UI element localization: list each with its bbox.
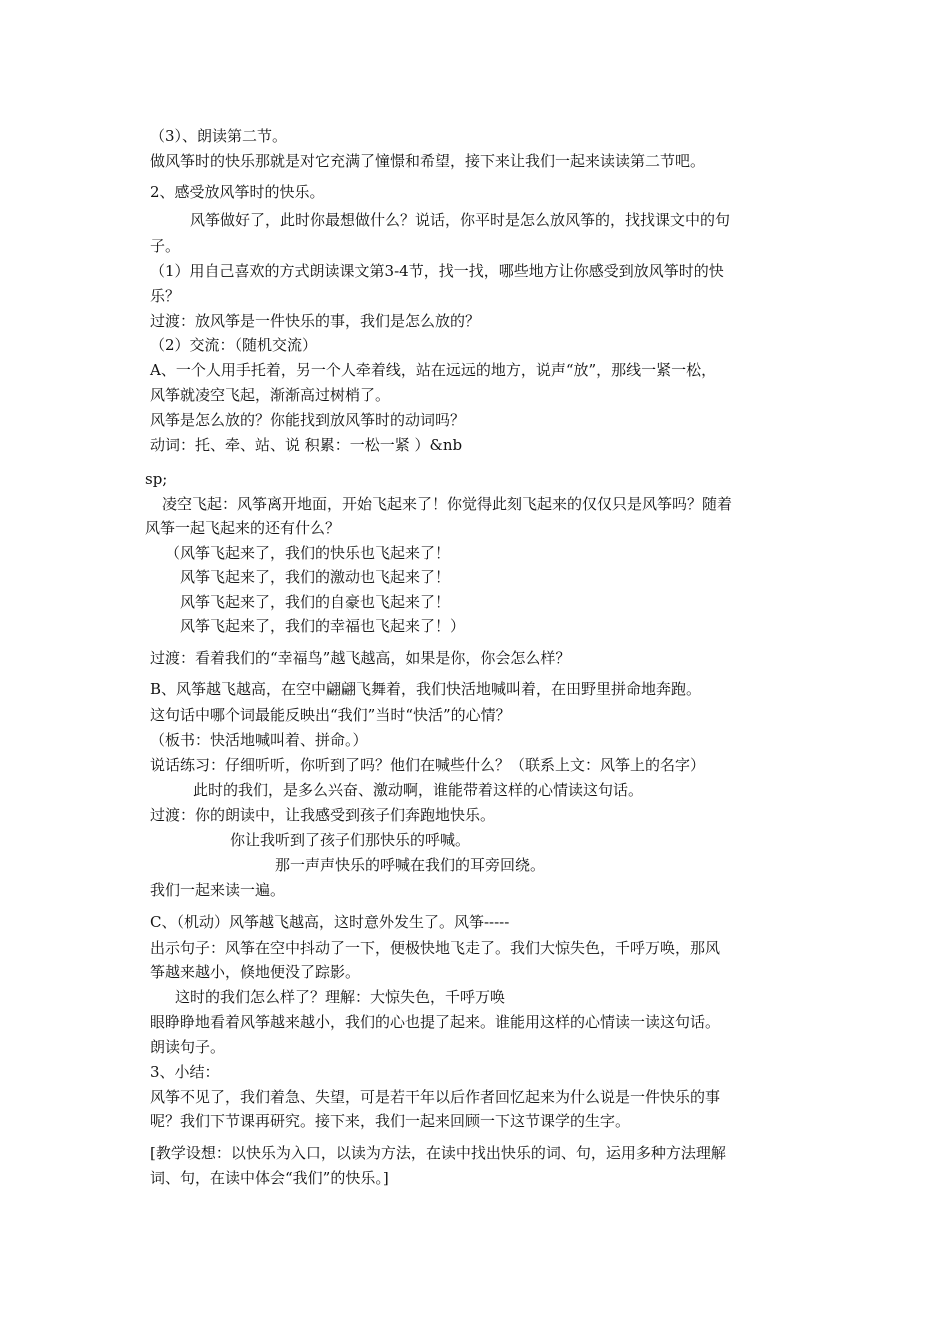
text-line: 风筝飞起来了，我们的激动也飞起来了！ — [180, 568, 451, 586]
text-line: 动词：托、牵、站、说 积累：一松一紧 ）&nb — [150, 436, 463, 454]
text-line: 朗读句子。 — [150, 1038, 226, 1056]
text-line: B、风筝越飞越高，在空中翩翩飞舞着，我们快活地喊叫着，在田野里拼命地奔跑。 — [150, 680, 702, 698]
text-line: （2）交流：（随机交流） — [150, 336, 318, 354]
text-line: C、（机动）风筝越飞越高，这时意外发生了。风筝----- — [150, 913, 510, 931]
text-line: 出示句子：风筝在空中抖动了一下，便极快地飞走了。我们大惊失色，千呼万唤，那风 — [150, 939, 721, 957]
text-line: 风筝不见了，我们着急、失望，可是若干年以后作者回忆起来为什么说是一件快乐的事 — [150, 1088, 721, 1106]
text-line: 说话练习：仔细听听，你听到了吗？他们在喊些什么？（联系上文：风筝上的名字） — [150, 756, 706, 774]
text-line: （3）、朗读第二节。 — [150, 127, 288, 145]
text-line: 这时的我们怎么样了？理解：大惊失色，千呼万唤 — [175, 988, 506, 1006]
text-line: 凌空飞起：风筝离开地面，开始飞起来了！你觉得此刻飞起来的仅仅只是风筝吗？随着 — [162, 495, 733, 513]
text-line: 筝越来越小，倏地便没了踪影。 — [150, 963, 361, 981]
text-line: 风筝一起飞起来的还有什么？ — [145, 519, 341, 537]
text-line: 风筝做好了，此时你最想做什么？说话，你平时是怎么放风筝的，找找课文中的句 — [190, 211, 731, 229]
text-line: 3、小结： — [150, 1063, 220, 1081]
text-line: 你让我听到了孩子们那快乐的呼喊。 — [230, 831, 471, 849]
text-line: 2、感受放风筝时的快乐。 — [150, 183, 325, 201]
text-line: sp; — [145, 470, 168, 488]
text-line: 我们一起来读一遍。 — [150, 881, 286, 899]
text-line: 风筝是怎么放的？你能找到放风筝时的动词吗？ — [150, 411, 466, 429]
text-line: 风筝就凌空飞起，渐渐高过树梢了。 — [150, 386, 391, 404]
text-line: （1）用自己喜欢的方式朗读课文第3-4节，找一找，哪些地方让你感受到放风筝时的快 — [150, 262, 724, 280]
text-line: 此时的我们，是多么兴奋、激动啊，谁能带着这样的心情读这句话。 — [193, 781, 644, 799]
text-line: 眼睁睁地看着风筝越来越小，我们的心也提了起来。谁能用这样的心情读一读这句话。 — [150, 1013, 721, 1031]
text-line: 做风筝时的快乐那就是对它充满了憧憬和希望，接下来让我们一起来读读第二节吧。 — [150, 152, 706, 170]
text-line: 过渡：你的朗读中，让我感受到孩子们奔跑地快乐。 — [150, 806, 496, 824]
text-line: 乐？ — [150, 287, 181, 305]
text-line: 风筝飞起来了，我们的幸福也飞起来了！） — [180, 617, 466, 635]
text-line: [教学设想：以快乐为入口，以读为方法，在读中找出快乐的词、句，运用多种方法理解 — [150, 1144, 726, 1162]
text-line: 过渡：放风筝是一件快乐的事，我们是怎么放的？ — [150, 312, 481, 330]
text-line: 风筝飞起来了，我们的自豪也飞起来了！ — [180, 593, 451, 611]
text-line: 过渡：看着我们的“幸福鸟”越飞越高，如果是你，你会怎么样？ — [150, 649, 571, 667]
text-line: 那一声声快乐的呼喊在我们的耳旁回绕。 — [275, 856, 546, 874]
text-line: 这句话中哪个词最能反映出“我们”当时“快活”的心情？ — [150, 706, 511, 724]
text-line: 子。 — [150, 237, 181, 255]
text-line: 呢？我们下节课再研究。接下来，我们一起来回顾一下这节课学的生字。 — [150, 1112, 631, 1130]
text-line: （风筝飞起来了，我们的快乐也飞起来了！ — [165, 544, 451, 562]
text-line: 词、句，在读中体会“我们”的快乐。] — [150, 1169, 389, 1187]
text-line: A、一个人用手托着，另一个人牵着线，站在远远的地方，说声“放”，那线一紧一松， — [150, 361, 717, 379]
text-line: （板书：快活地喊叫着、拼命。） — [150, 731, 368, 749]
